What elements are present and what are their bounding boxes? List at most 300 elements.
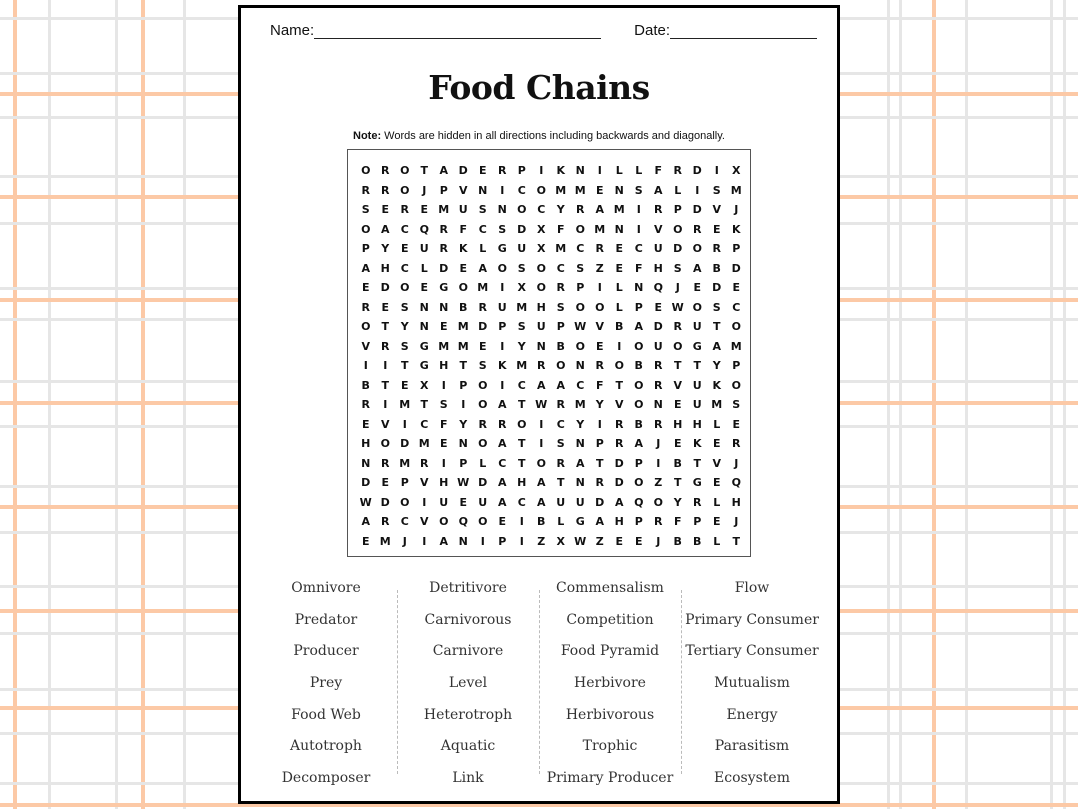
- grid-letter[interactable]: R: [420, 456, 429, 470]
- grid-letter[interactable]: L: [479, 456, 487, 470]
- grid-letter[interactable]: V: [458, 183, 468, 197]
- grid-letter[interactable]: O: [361, 222, 371, 236]
- grid-letter[interactable]: C: [576, 378, 585, 392]
- grid-letter[interactable]: M: [555, 242, 567, 255]
- grid-letter[interactable]: N: [458, 534, 468, 548]
- grid-letter[interactable]: B: [673, 534, 682, 548]
- grid-letter[interactable]: Z: [537, 534, 546, 548]
- grid-letter[interactable]: D: [439, 261, 449, 275]
- grid-letter[interactable]: A: [536, 495, 546, 509]
- grid-letter[interactable]: A: [634, 320, 643, 333]
- grid-letter[interactable]: P: [634, 515, 643, 528]
- grid-letter[interactable]: M: [730, 339, 742, 353]
- grid-letter[interactable]: O: [478, 398, 488, 411]
- grid-letter[interactable]: I: [480, 534, 485, 548]
- grid-letter[interactable]: O: [478, 378, 488, 392]
- grid-letter[interactable]: Y: [556, 203, 565, 216]
- grid-letter[interactable]: I: [402, 417, 407, 431]
- grid-letter[interactable]: J: [734, 515, 739, 528]
- grid-letter[interactable]: O: [536, 456, 546, 470]
- grid-letter[interactable]: R: [693, 495, 702, 509]
- grid-letter[interactable]: E: [712, 437, 721, 450]
- grid-letter[interactable]: O: [575, 300, 585, 314]
- grid-letter[interactable]: N: [497, 203, 507, 216]
- grid-letter[interactable]: O: [692, 300, 702, 314]
- grid-letter[interactable]: T: [615, 378, 623, 392]
- grid-letter[interactable]: R: [712, 242, 721, 255]
- grid-letter[interactable]: T: [673, 476, 682, 489]
- grid-letter[interactable]: O: [400, 183, 410, 197]
- grid-letter[interactable]: Y: [381, 242, 390, 255]
- grid-letter[interactable]: R: [732, 437, 741, 450]
- grid-letter[interactable]: R: [400, 203, 409, 216]
- grid-letter[interactable]: H: [439, 359, 449, 372]
- grid-letter[interactable]: H: [653, 261, 663, 275]
- grid-letter[interactable]: R: [654, 378, 663, 392]
- grid-letter[interactable]: E: [420, 203, 428, 216]
- grid-letter[interactable]: B: [693, 534, 702, 548]
- grid-letter[interactable]: O: [380, 437, 390, 450]
- grid-letter[interactable]: U: [575, 495, 585, 509]
- grid-letter[interactable]: B: [556, 339, 565, 353]
- grid-letter[interactable]: M: [555, 183, 567, 197]
- grid-letter[interactable]: K: [731, 222, 741, 236]
- grid-letter[interactable]: N: [478, 183, 488, 197]
- grid-letter[interactable]: Q: [731, 476, 741, 489]
- grid-letter[interactable]: J: [656, 437, 661, 450]
- grid-letter[interactable]: M: [594, 222, 606, 236]
- grid-letter[interactable]: D: [380, 495, 390, 509]
- grid-letter[interactable]: N: [536, 339, 546, 353]
- grid-letter[interactable]: N: [653, 398, 663, 411]
- grid-letter[interactable]: B: [615, 320, 624, 333]
- grid-letter[interactable]: A: [497, 437, 507, 450]
- grid-letter[interactable]: D: [692, 203, 702, 216]
- grid-letter[interactable]: U: [692, 378, 702, 392]
- grid-letter[interactable]: I: [461, 398, 466, 411]
- grid-letter[interactable]: R: [439, 222, 448, 236]
- grid-letter[interactable]: E: [381, 203, 389, 216]
- grid-letter[interactable]: V: [361, 339, 370, 353]
- grid-letter[interactable]: E: [400, 378, 409, 392]
- grid-letter[interactable]: N: [634, 281, 644, 294]
- grid-letter[interactable]: P: [439, 183, 448, 197]
- grid-letter[interactable]: C: [478, 222, 487, 236]
- grid-letter[interactable]: E: [459, 261, 467, 275]
- grid-letter[interactable]: I: [363, 359, 368, 372]
- grid-letter[interactable]: C: [556, 417, 565, 431]
- grid-letter[interactable]: M: [438, 203, 450, 216]
- grid-letter[interactable]: S: [517, 261, 526, 275]
- grid-letter[interactable]: R: [556, 281, 565, 294]
- grid-letter[interactable]: O: [731, 378, 741, 392]
- grid-letter[interactable]: E: [361, 534, 370, 548]
- grid-letter[interactable]: Z: [654, 476, 663, 489]
- grid-letter[interactable]: A: [614, 495, 624, 509]
- grid-letter[interactable]: T: [693, 359, 701, 372]
- grid-letter[interactable]: O: [614, 359, 624, 372]
- grid-letter[interactable]: P: [361, 242, 370, 255]
- grid-letter[interactable]: E: [654, 300, 662, 314]
- grid-letter[interactable]: E: [420, 281, 428, 294]
- grid-letter[interactable]: T: [420, 398, 428, 411]
- grid-letter[interactable]: R: [595, 476, 604, 489]
- grid-letter[interactable]: P: [634, 456, 643, 470]
- grid-letter[interactable]: R: [381, 183, 390, 197]
- grid-letter[interactable]: Q: [458, 515, 468, 528]
- grid-letter[interactable]: E: [400, 242, 409, 255]
- grid-letter[interactable]: P: [459, 456, 468, 470]
- grid-letter[interactable]: S: [556, 437, 565, 450]
- grid-letter[interactable]: S: [400, 300, 409, 314]
- grid-letter[interactable]: P: [498, 534, 507, 548]
- grid-letter[interactable]: G: [497, 242, 507, 255]
- grid-letter[interactable]: H: [692, 417, 702, 431]
- grid-letter[interactable]: I: [539, 417, 544, 431]
- grid-letter[interactable]: I: [422, 495, 427, 509]
- date-field[interactable]: [634, 22, 817, 39]
- grid-letter[interactable]: F: [654, 164, 662, 177]
- grid-letter[interactable]: U: [419, 242, 429, 255]
- grid-letter[interactable]: R: [361, 398, 370, 411]
- grid-letter[interactable]: R: [381, 515, 390, 528]
- grid-letter[interactable]: I: [539, 437, 544, 450]
- grid-letter[interactable]: C: [400, 261, 409, 275]
- grid-letter[interactable]: U: [497, 300, 507, 314]
- grid-letter[interactable]: Z: [595, 534, 604, 548]
- grid-letter[interactable]: T: [381, 378, 389, 392]
- grid-letter[interactable]: E: [693, 281, 701, 294]
- grid-letter[interactable]: M: [399, 398, 411, 411]
- grid-letter[interactable]: T: [381, 320, 389, 333]
- grid-letter[interactable]: W: [535, 398, 548, 411]
- grid-letter[interactable]: O: [536, 261, 546, 275]
- grid-letter[interactable]: O: [653, 495, 663, 509]
- grid-letter[interactable]: O: [400, 495, 410, 509]
- grid-letter[interactable]: X: [420, 378, 429, 392]
- grid-letter[interactable]: P: [498, 320, 507, 333]
- grid-letter[interactable]: S: [556, 300, 565, 314]
- grid-letter[interactable]: D: [478, 320, 488, 333]
- grid-letter[interactable]: P: [576, 281, 585, 294]
- grid-letter[interactable]: P: [732, 359, 741, 372]
- grid-letter[interactable]: M: [574, 398, 586, 411]
- grid-letter[interactable]: M: [516, 359, 528, 372]
- grid-letter[interactable]: S: [634, 183, 643, 197]
- grid-letter[interactable]: O: [634, 476, 644, 489]
- grid-letter[interactable]: E: [615, 534, 623, 548]
- grid-letter[interactable]: O: [517, 203, 527, 216]
- grid-letter[interactable]: T: [732, 534, 740, 548]
- grid-letter[interactable]: O: [595, 300, 605, 314]
- grid-letter[interactable]: C: [517, 378, 526, 392]
- grid-letter[interactable]: J: [422, 183, 427, 197]
- grid-letter[interactable]: Y: [459, 417, 468, 431]
- grid-letter[interactable]: U: [478, 495, 488, 509]
- grid-letter[interactable]: D: [478, 476, 488, 489]
- grid-letter[interactable]: T: [595, 456, 604, 470]
- grid-letter[interactable]: M: [418, 437, 430, 450]
- grid-letter[interactable]: D: [614, 476, 624, 489]
- grid-letter[interactable]: X: [537, 222, 546, 236]
- grid-letter[interactable]: U: [517, 242, 527, 255]
- grid-letter[interactable]: R: [576, 203, 585, 216]
- grid-letter[interactable]: E: [361, 281, 370, 294]
- grid-letter[interactable]: U: [653, 242, 663, 255]
- grid-letter[interactable]: Q: [419, 222, 429, 236]
- grid-letter[interactable]: U: [458, 203, 468, 216]
- grid-letter[interactable]: A: [536, 476, 546, 489]
- grid-letter[interactable]: N: [361, 456, 371, 470]
- grid-letter[interactable]: I: [597, 164, 602, 177]
- grid-letter[interactable]: P: [595, 437, 604, 450]
- grid-letter[interactable]: I: [500, 183, 505, 197]
- grid-letter[interactable]: P: [732, 242, 741, 255]
- grid-letter[interactable]: W: [671, 300, 684, 314]
- grid-letter[interactable]: N: [419, 320, 429, 333]
- grid-letter[interactable]: I: [597, 281, 602, 294]
- grid-letter[interactable]: P: [556, 320, 565, 333]
- grid-letter[interactable]: R: [556, 456, 565, 470]
- grid-letter[interactable]: R: [654, 203, 663, 216]
- grid-letter[interactable]: G: [419, 359, 429, 372]
- grid-letter[interactable]: B: [673, 456, 682, 470]
- grid-letter[interactable]: B: [634, 417, 643, 431]
- grid-letter[interactable]: M: [477, 281, 489, 294]
- grid-letter[interactable]: D: [673, 242, 683, 255]
- grid-letter[interactable]: T: [517, 398, 526, 411]
- grid-letter[interactable]: E: [381, 476, 389, 489]
- grid-letter[interactable]: O: [673, 339, 683, 353]
- grid-letter[interactable]: E: [439, 320, 448, 333]
- grid-letter[interactable]: I: [500, 281, 505, 294]
- grid-letter[interactable]: O: [634, 339, 644, 353]
- grid-letter[interactable]: T: [693, 456, 701, 470]
- grid-letter[interactable]: B: [459, 300, 468, 314]
- grid-letter[interactable]: X: [517, 281, 526, 294]
- grid-letter[interactable]: S: [712, 183, 721, 197]
- grid-letter[interactable]: M: [399, 456, 411, 470]
- grid-letter[interactable]: U: [692, 398, 702, 411]
- grid-letter[interactable]: S: [361, 203, 370, 216]
- grid-letter[interactable]: E: [732, 281, 740, 294]
- grid-letter[interactable]: E: [439, 437, 448, 450]
- grid-letter[interactable]: C: [400, 515, 409, 528]
- grid-letter[interactable]: B: [634, 359, 643, 372]
- grid-letter[interactable]: P: [634, 300, 643, 314]
- grid-letter[interactable]: G: [419, 339, 429, 353]
- grid-letter[interactable]: G: [575, 515, 585, 528]
- grid-letter[interactable]: R: [361, 183, 370, 197]
- grid-letter[interactable]: R: [556, 398, 565, 411]
- grid-letter[interactable]: I: [636, 203, 641, 216]
- grid-letter[interactable]: A: [497, 495, 507, 509]
- grid-letter[interactable]: M: [730, 183, 742, 197]
- grid-letter[interactable]: A: [380, 222, 390, 236]
- grid-letter[interactable]: R: [673, 320, 682, 333]
- name-field[interactable]: [270, 22, 601, 39]
- grid-letter[interactable]: V: [419, 515, 429, 528]
- grid-letter[interactable]: E: [459, 495, 467, 509]
- grid-letter[interactable]: H: [731, 495, 741, 509]
- grid-letter[interactable]: M: [516, 300, 528, 314]
- grid-letter[interactable]: C: [556, 261, 565, 275]
- grid-letter[interactable]: R: [498, 417, 507, 431]
- grid-letter[interactable]: I: [519, 534, 524, 548]
- grid-letter[interactable]: E: [712, 222, 721, 236]
- grid-letter[interactable]: T: [517, 437, 526, 450]
- grid-letter[interactable]: T: [517, 456, 526, 470]
- grid-letter[interactable]: I: [383, 398, 388, 411]
- grid-letter[interactable]: S: [576, 261, 585, 275]
- grid-letter[interactable]: C: [537, 203, 546, 216]
- grid-letter[interactable]: N: [614, 183, 624, 197]
- grid-letter[interactable]: L: [615, 300, 623, 314]
- grid-letter[interactable]: R: [673, 164, 682, 177]
- grid-letter[interactable]: R: [615, 417, 624, 431]
- grid-letter[interactable]: D: [653, 320, 663, 333]
- grid-letter[interactable]: C: [576, 242, 585, 255]
- grid-letter[interactable]: H: [614, 515, 624, 528]
- grid-letter[interactable]: M: [379, 534, 391, 548]
- grid-letter[interactable]: J: [734, 456, 739, 470]
- grid-letter[interactable]: A: [361, 261, 370, 275]
- grid-letter[interactable]: A: [575, 456, 585, 470]
- grid-letter[interactable]: B: [361, 378, 370, 392]
- grid-letter[interactable]: M: [574, 183, 586, 197]
- grid-letter[interactable]: E: [673, 398, 682, 411]
- grid-letter[interactable]: I: [714, 164, 719, 177]
- grid-letter[interactable]: R: [654, 417, 663, 431]
- grid-letter[interactable]: R: [478, 300, 487, 314]
- grid-letter[interactable]: K: [556, 164, 566, 177]
- grid-letter[interactable]: R: [595, 242, 604, 255]
- grid-letter[interactable]: O: [536, 281, 546, 294]
- grid-letter[interactable]: E: [595, 339, 604, 353]
- grid-letter[interactable]: O: [692, 242, 702, 255]
- grid-letter[interactable]: U: [556, 495, 566, 509]
- grid-letter[interactable]: F: [673, 515, 682, 528]
- grid-letter[interactable]: O: [458, 281, 468, 294]
- grid-letter[interactable]: F: [556, 222, 565, 236]
- grid-letter[interactable]: I: [636, 222, 641, 236]
- grid-letter[interactable]: L: [479, 242, 487, 255]
- grid-letter[interactable]: E: [478, 339, 487, 353]
- grid-letter[interactable]: C: [400, 222, 409, 236]
- grid-letter[interactable]: A: [497, 476, 507, 489]
- grid-letter[interactable]: H: [673, 417, 683, 431]
- grid-letter[interactable]: I: [441, 378, 446, 392]
- grid-letter[interactable]: T: [556, 476, 565, 489]
- grid-letter[interactable]: T: [400, 359, 409, 372]
- grid-letter[interactable]: O: [361, 320, 371, 333]
- grid-letter[interactable]: I: [519, 515, 524, 528]
- grid-letter[interactable]: O: [575, 222, 585, 236]
- grid-letter[interactable]: I: [500, 339, 505, 353]
- grid-letter[interactable]: U: [653, 339, 663, 353]
- grid-letter[interactable]: N: [575, 437, 585, 450]
- grid-letter[interactable]: O: [478, 515, 488, 528]
- grid-letter[interactable]: B: [537, 515, 546, 528]
- grid-letter[interactable]: R: [381, 456, 390, 470]
- grid-letter[interactable]: L: [713, 534, 721, 548]
- grid-letter[interactable]: O: [634, 378, 644, 392]
- grid-letter[interactable]: N: [575, 164, 585, 177]
- grid-letter[interactable]: C: [517, 183, 526, 197]
- grid-letter[interactable]: G: [692, 476, 702, 489]
- grid-letter[interactable]: H: [439, 476, 449, 489]
- grid-letter[interactable]: L: [713, 495, 721, 509]
- grid-letter[interactable]: U: [439, 495, 449, 509]
- grid-letter[interactable]: F: [439, 417, 448, 431]
- grid-letter[interactable]: R: [381, 339, 390, 353]
- grid-letter[interactable]: D: [517, 222, 527, 236]
- grid-letter[interactable]: O: [497, 261, 507, 275]
- grid-letter[interactable]: X: [556, 534, 565, 548]
- grid-letter[interactable]: M: [457, 320, 469, 333]
- grid-letter[interactable]: O: [439, 515, 449, 528]
- grid-letter[interactable]: D: [595, 495, 605, 509]
- grid-letter[interactable]: Y: [400, 320, 409, 333]
- grid-letter[interactable]: J: [734, 203, 739, 216]
- grid-letter[interactable]: T: [712, 320, 721, 333]
- grid-letter[interactable]: D: [361, 476, 371, 489]
- grid-letter[interactable]: H: [517, 476, 527, 489]
- grid-letter[interactable]: S: [478, 203, 487, 216]
- grid-letter[interactable]: A: [595, 203, 604, 216]
- grid-letter[interactable]: D: [731, 261, 741, 275]
- grid-letter[interactable]: V: [673, 378, 682, 392]
- name-blank-line[interactable]: [314, 24, 601, 39]
- grid-letter[interactable]: A: [692, 261, 702, 275]
- grid-letter[interactable]: L: [713, 417, 721, 431]
- grid-letter[interactable]: W: [457, 476, 470, 489]
- grid-letter[interactable]: R: [615, 437, 624, 450]
- grid-letter[interactable]: V: [712, 203, 721, 216]
- grid-letter[interactable]: L: [615, 164, 623, 177]
- grid-letter[interactable]: R: [439, 242, 448, 255]
- grid-letter[interactable]: O: [673, 222, 683, 236]
- grid-letter[interactable]: R: [693, 222, 702, 236]
- grid-letter[interactable]: E: [615, 242, 623, 255]
- grid-letter[interactable]: N: [575, 476, 585, 489]
- grid-letter[interactable]: A: [439, 164, 448, 177]
- grid-letter[interactable]: R: [595, 359, 604, 372]
- grid-letter[interactable]: A: [653, 183, 663, 197]
- grid-letter[interactable]: N: [575, 359, 585, 372]
- grid-letter[interactable]: E: [615, 261, 623, 275]
- grid-letter[interactable]: I: [422, 534, 427, 548]
- grid-letter[interactable]: T: [420, 164, 428, 177]
- grid-letter[interactable]: Y: [673, 495, 682, 509]
- grid-letter[interactable]: I: [539, 164, 544, 177]
- grid-letter[interactable]: I: [656, 456, 661, 470]
- grid-letter[interactable]: A: [497, 398, 507, 411]
- date-blank-line[interactable]: [670, 24, 817, 39]
- grid-letter[interactable]: W: [574, 320, 587, 333]
- grid-letter[interactable]: C: [732, 300, 741, 314]
- grid-letter[interactable]: V: [712, 456, 721, 470]
- grid-letter[interactable]: O: [731, 320, 741, 333]
- grid-letter[interactable]: V: [595, 320, 604, 333]
- grid-letter[interactable]: R: [654, 359, 663, 372]
- grid-letter[interactable]: E: [712, 515, 721, 528]
- grid-letter[interactable]: M: [613, 203, 625, 216]
- grid-letter[interactable]: S: [712, 300, 721, 314]
- grid-letter[interactable]: O: [361, 164, 371, 177]
- grid-letter[interactable]: D: [458, 164, 468, 177]
- grid-letter[interactable]: L: [557, 515, 565, 528]
